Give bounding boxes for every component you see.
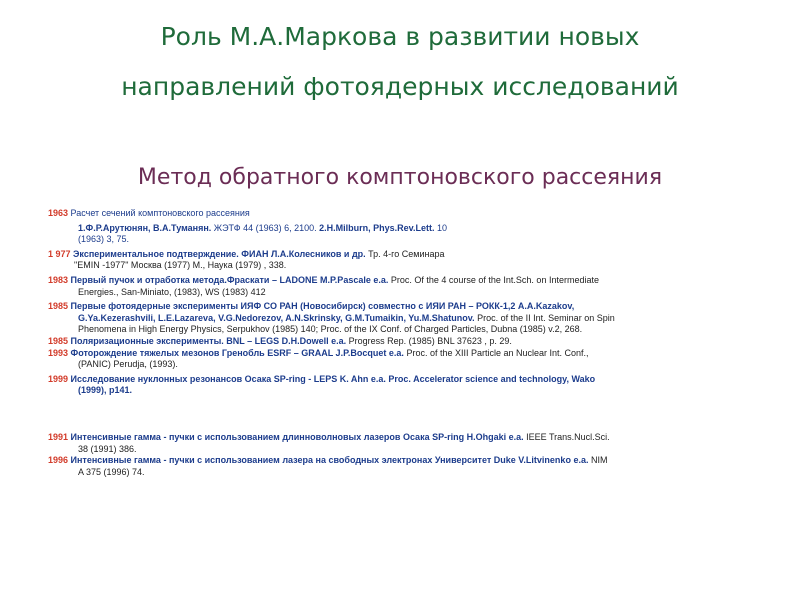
entry-desc: Интенсивные гамма - пучки с использованием длинноволновых лазеров Осака SP-ring H.Ohgaki e.a.: [68, 431, 524, 442]
entry-desc: Первый пучок и отработка метода.Фраскати – LADONE M.P.Pascale e.a.: [68, 274, 389, 285]
ref-volume: 10: [434, 222, 448, 233]
entry-1991-cont: 38 (1991) 386.: [78, 443, 137, 454]
entry-desc: Исследование нуклонных резонансов Осака SP-ring - LEPS K. Ahn e.a. Proc. Accelerator science and technology, Wako: [68, 373, 596, 384]
entry-year: 1985: [48, 301, 69, 312]
entry-year: 1985: [48, 335, 69, 346]
entry-1985-a-line2: [48, 313, 774, 325]
entry-rest: Proc. of the II Int. Seminar on Spin: [474, 312, 615, 323]
entry-rest: NIM: [588, 455, 608, 466]
entry-1977: [48, 249, 774, 261]
entry-1999: [48, 374, 774, 386]
slide-title-line-2: направлений фотоядерных исследований: [121, 72, 679, 101]
entry-desc: Экспериментальное подтверждение. ФИАН Л.А.Колесников и др.: [70, 248, 366, 259]
entry-year: 1963: [48, 208, 69, 218]
slide-subtitle: Метод обратного комптоновского рассеяния: [137, 165, 663, 190]
entry-year: 1993: [48, 347, 69, 358]
entry-desc: Первые фотоядерные эксперименты ИЯФ СО РАН (Новосибирск) совместно с ИЯИ РАН – РОКК-1,2 A.A.Kazakov,: [68, 301, 575, 312]
ref-authors: 1.Ф.Р.Арутюнян, В.А.Туманян.: [78, 222, 212, 233]
entry-rest: Proc. of the XIII Particle an Nuclear Int. Conf.,: [403, 347, 589, 358]
entry-desc: Поляризационные эксперименты. BNL – LEGS D.H.Dowell e.a.: [68, 335, 347, 346]
entry-rest: Тр. 4-го Семинара: [365, 248, 445, 259]
entry-1996: [48, 455, 774, 467]
entry-1996-cont: A 375 (1996) 74.: [78, 466, 145, 477]
entry-1963: [48, 208, 774, 220]
entry-1993-cont: (PANIC) Perudja, (1993).: [78, 359, 178, 370]
entry-1963-refs: [48, 223, 774, 235]
entry-year: 1996: [48, 455, 69, 466]
entry-1983: [48, 275, 774, 287]
entry-desc: Расчет сечений комптоновского рассеяния: [68, 208, 250, 218]
entry-1993: [48, 348, 774, 360]
entry-1985-a-line3: Phenomena in High Energy Physics, Serpukhov (1985) 140; Proc. of the IX Conf. of Charged Particles, Dubna (1985) v.2, 268.: [78, 324, 583, 335]
entry-1977-cont: "EMIN -1977" Москва (1977) М., Наука (1979) , 338.: [74, 260, 287, 271]
entry-authors: G.Ya.Kezerashvili, L.E.Lazareva, V.G.Nedorezov, A.N.Skrinsky, G.M.Tumaikin, Yu.M.Shatunov.: [78, 312, 475, 323]
entry-1985-a: [48, 301, 774, 313]
entry-year: 1991: [48, 431, 69, 442]
reference-list: [48, 208, 774, 478]
entry-year: 1983: [48, 274, 69, 285]
entry-1991: [48, 432, 774, 444]
entry-rest: Proc. Of the 4 course of the Int.Sch. on Intermediate: [388, 274, 599, 285]
spacer: [48, 397, 774, 432]
entry-year: 1999: [48, 373, 69, 384]
entry-rest: Progress Rep. (1985) BNL 37623 , p. 29.: [346, 335, 512, 346]
entry-1983-cont: Energies., San-Miniato, (1983), WS (1983) 412: [78, 286, 266, 297]
slide-title-line-1: Роль М.А.Маркова в развитии новых: [160, 22, 640, 51]
entry-desc: Интенсивные гамма - пучки с использованием лазера на свободных электронах Университет Duke V.Litvinenko e.a.: [68, 455, 589, 466]
entry-1963-cont: (1963) 3, 75.: [78, 234, 130, 245]
entry-1985-b: [48, 336, 774, 348]
ref-authors-2: 2.H.Milburn, Phys.Rev.Lett.: [319, 222, 435, 233]
entry-rest: IEEE Trans.Nucl.Sci.: [523, 431, 610, 442]
entry-year: 1 977: [48, 248, 71, 259]
ref-journal: ЖЭТФ 44 (1963) 6, 2100.: [211, 222, 320, 233]
entry-desc: Фоторождение тяжелых мезонов Гренобль ESRF – GRAAL J.P.Bocquet e.a.: [68, 347, 404, 358]
entry-1999-cont: (1999), p141.: [78, 385, 133, 396]
